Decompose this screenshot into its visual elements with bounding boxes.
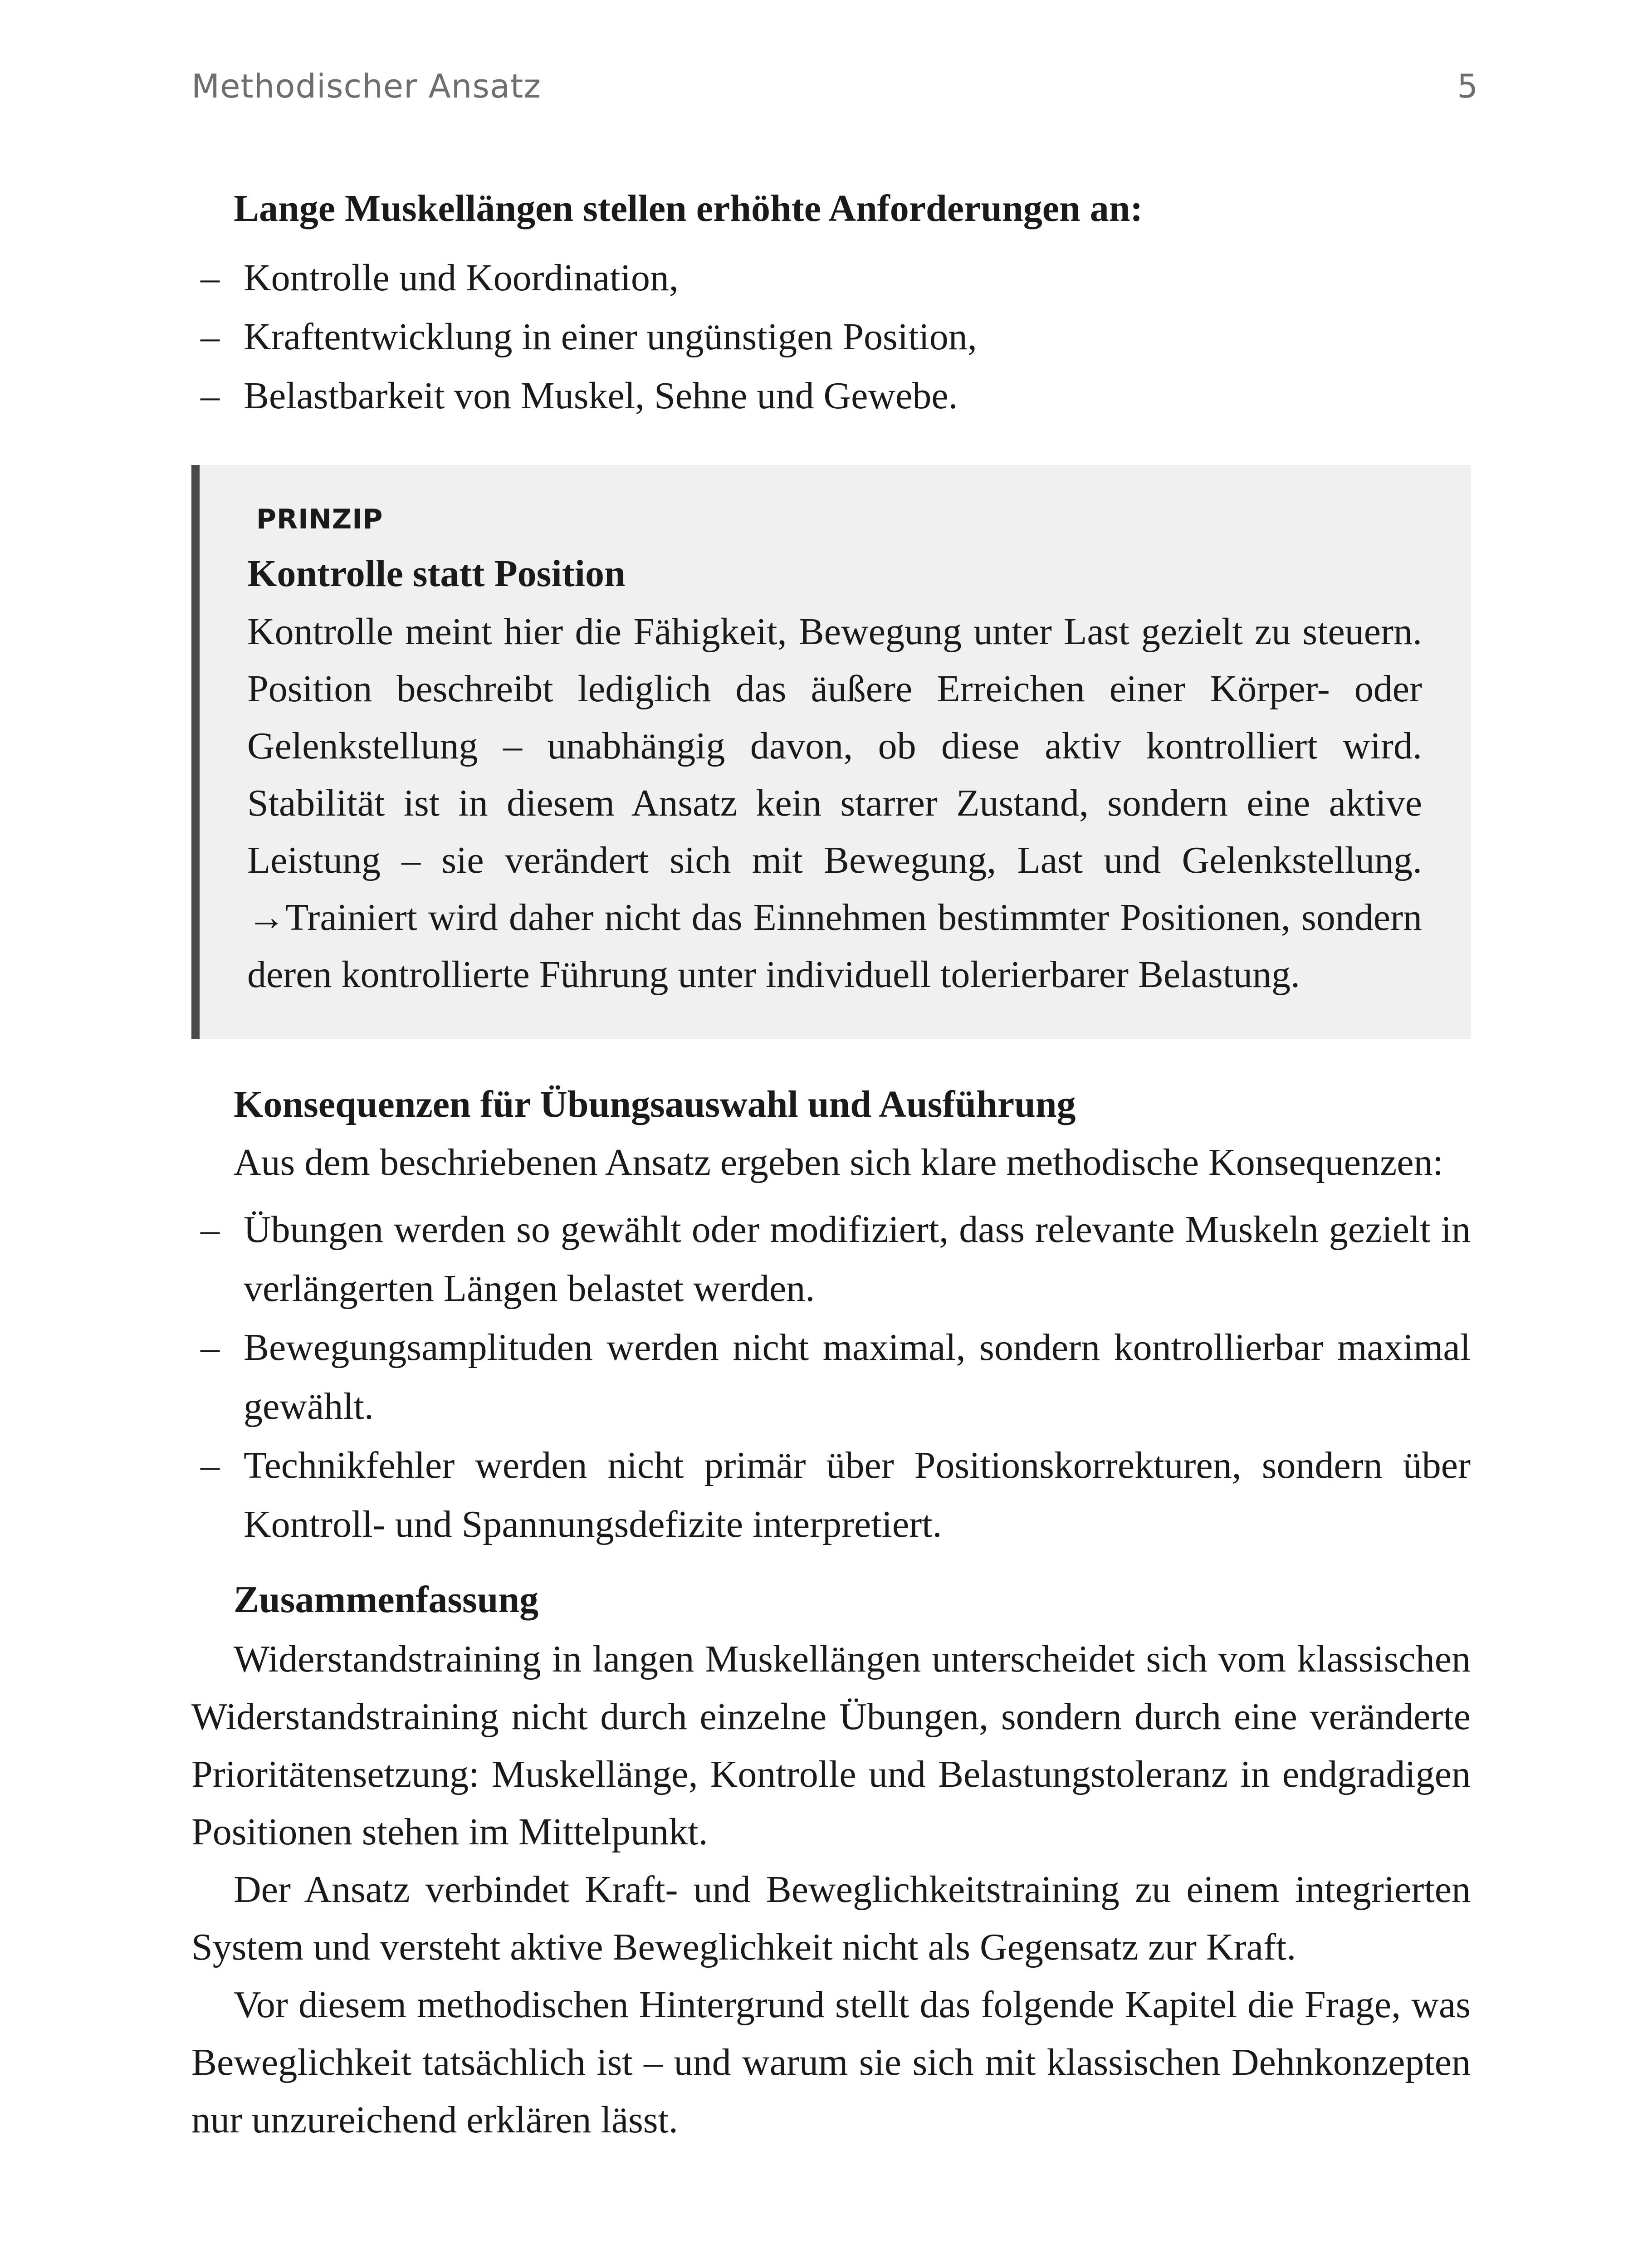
dash-bullet: – bbox=[200, 1208, 220, 1251]
callout-text: Kontrolle meint hier die Fähigkeit, Bewegung unter Last gezielt zu steuern. Position beschreibt lediglich das äußere Erreichen einer Körper- oder Gelenkstellung – unabhängig davon, ob diese aktiv kontrolliert wird. Stabilität ist in diesem Ansatz kein starrer Zustand, sondern eine aktive Leistung – sie verändert sich mit Bewegung, Last und Gelenkstellung. →Trainiert wird daher nicht das Einnehmen bestimmter Positionen, sondern deren kontrollierte Führung unter individuell tolerierbarer Belastung. bbox=[247, 611, 1422, 996]
section1-heading: Lange Muskellängen stellen erhöhte Anforderungen an: bbox=[234, 187, 1143, 230]
summary-paragraph: Der Ansatz verbindet Kraft- und Beweglichkeitstraining zu einem integrierten System und versteht aktive Beweglichkeit nicht als Gegensatz zur Kraft. bbox=[191, 1868, 1471, 1968]
summary-paragraph: Widerstandstraining in langen Muskellängen unterscheidet sich vom klassischen Widerstandstraining nicht durch einzelne Übungen, sondern durch eine veränderte Prioritätensetzung: Muskellänge, Kontrolle und Belastungstoleranz in endgradigen Positionen stehen im Mittelpunkt. bbox=[191, 1638, 1471, 1853]
list-item: – Kontrolle und Koordination, bbox=[0, 249, 1633, 308]
list-item: – Belastbarkeit von Muskel, Sehne und Gewebe. bbox=[0, 367, 1633, 425]
requirements-list bbox=[0, 249, 1633, 425]
dash-bullet: – bbox=[200, 257, 220, 299]
page-number: 5 bbox=[1457, 67, 1478, 105]
list-item: – Technikfehler werden nicht primär über Positionskorrekturen, sondern über Kontroll- und Spannungsdefizite interpretiert. bbox=[0, 1436, 1633, 1554]
list-item: – Übungen werden so gewählt oder modifiziert, dass relevante Muskeln gezielt in verlängerten Längen belastet werden. bbox=[0, 1200, 1633, 1318]
section2-heading: Konsequenzen für Übungsauswahl und Ausführung bbox=[234, 1083, 1076, 1125]
dash-bullet: – bbox=[200, 1444, 220, 1486]
section2-intro: Aus dem beschriebenen Ansatz ergeben sich klare methodische Konsequenzen: bbox=[234, 1141, 1443, 1183]
dash-bullet: – bbox=[200, 1326, 220, 1369]
principle-callout bbox=[191, 465, 1471, 1039]
callout-label: PRINZIP bbox=[256, 503, 383, 535]
dash-bullet: – bbox=[200, 316, 220, 358]
list-item: – Kraftentwicklung in einer ungünstigen Position, bbox=[0, 308, 1633, 367]
callout-title: Kontrolle statt Position bbox=[247, 552, 626, 595]
consequences-list bbox=[0, 1200, 1633, 1554]
running-head: Methodischer Ansatz bbox=[191, 67, 542, 105]
dash-bullet: – bbox=[200, 375, 220, 417]
summary-heading: Zusammenfassung bbox=[234, 1579, 539, 1621]
list-item: – Bewegungsamplituden werden nicht maximal, sondern kontrollierbar maximal gewählt. bbox=[0, 1318, 1633, 1436]
summary-paragraph: Vor diesem methodischen Hintergrund stellt das folgende Kapitel die Frage, was Beweglichkeit tatsächlich ist – und warum sie sich mit klassischen Dehnkonzepten nur unzureichend erklären lässt. bbox=[191, 1984, 1471, 2141]
